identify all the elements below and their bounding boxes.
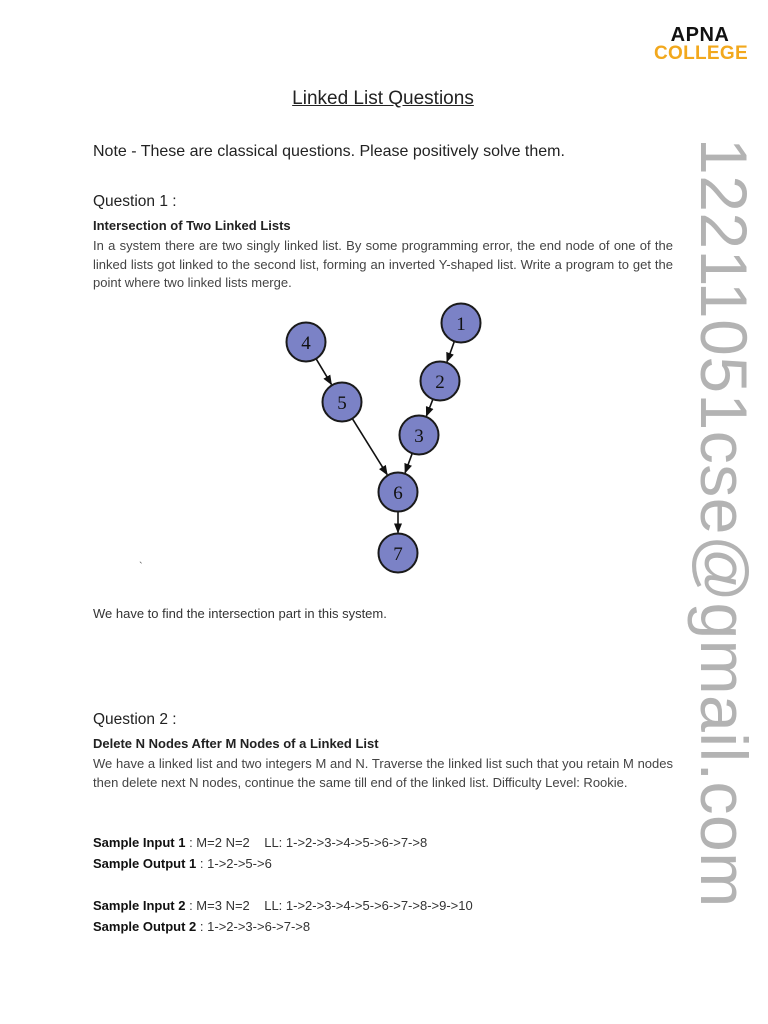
node-7 xyxy=(379,534,418,573)
node-7-label: 7 xyxy=(393,544,403,565)
node-5 xyxy=(323,383,362,422)
sample-output-2-label: Sample Output 2 xyxy=(93,919,197,934)
sample-input-1 xyxy=(93,835,427,850)
edge-3-to-6 xyxy=(405,453,412,472)
question-1-description: In a system there are two singly linked list. By some programming error, the end node of one of the linked lists got linked to the second list, forming an inverted Y-shaped list. Write a program to get the point where two linked lists merge. xyxy=(93,238,673,290)
node-3 xyxy=(400,416,439,455)
node-4-label: 4 xyxy=(301,333,311,354)
edge-2-to-3 xyxy=(426,399,433,416)
sample-input-2-value: : M=3 N=2 LL: 1->2->3->4->5->6->7->8->9->10 xyxy=(185,898,473,913)
diagram-nodes xyxy=(287,304,481,573)
question-1-footer: We have to find the intersection part in this system. xyxy=(93,606,387,621)
sample-output-1 xyxy=(93,856,272,871)
edge-4-to-5 xyxy=(316,359,331,385)
sample-input-2-label: Sample Input 2 xyxy=(93,898,186,913)
sample-input-1-value: : M=2 N=2 LL: 1->2->3->4->5->6->7->8 xyxy=(185,835,428,850)
sample-input-1-label: Sample Input 1 xyxy=(93,835,186,850)
question-2-heading: Question 2 : xyxy=(93,711,177,728)
node-1-label: 1 xyxy=(456,314,466,335)
node-3-label: 3 xyxy=(414,426,424,447)
question-1-heading: Question 1 : xyxy=(93,193,177,210)
sample-output-2 xyxy=(93,919,310,934)
logo-line-2: COLLEGE xyxy=(654,43,748,64)
node-1 xyxy=(442,304,481,343)
node-5-label: 5 xyxy=(337,393,347,414)
sample-output-1-value: : 1->2->5->6 xyxy=(196,856,272,871)
question-1-subtitle: Intersection of Two Linked Lists xyxy=(93,218,291,233)
edge-5-to-6 xyxy=(352,419,387,475)
edge-1-to-2 xyxy=(447,341,454,361)
question-2-description: We have a linked list and two integers M and N. Traverse the linked list such that you retain M nodes then delete next N nodes, continue the same till end of the linked list. Difficulty Level: Rookie. xyxy=(93,756,673,790)
question-2-subtitle: Delete N Nodes After M Nodes of a Linked List xyxy=(93,736,379,751)
sample-output-2-value: : 1->2->3->6->7->8 xyxy=(196,919,311,934)
sample-input-2 xyxy=(93,898,473,913)
stray-mark: ` xyxy=(139,561,143,573)
node-4 xyxy=(287,323,326,362)
node-6-label: 6 xyxy=(393,483,403,504)
node-2 xyxy=(421,362,460,401)
node-6 xyxy=(379,473,418,512)
node-2-label: 2 xyxy=(435,372,445,393)
note-text: Note - These are classical questions. Please positively solve them. xyxy=(93,143,565,160)
sample-output-1-label: Sample Output 1 xyxy=(93,856,197,871)
logo-line-1: APNA xyxy=(670,24,730,46)
page-title: Linked List Questions xyxy=(292,88,474,109)
email-watermark: 12211051cse@gmail.com xyxy=(687,138,761,908)
